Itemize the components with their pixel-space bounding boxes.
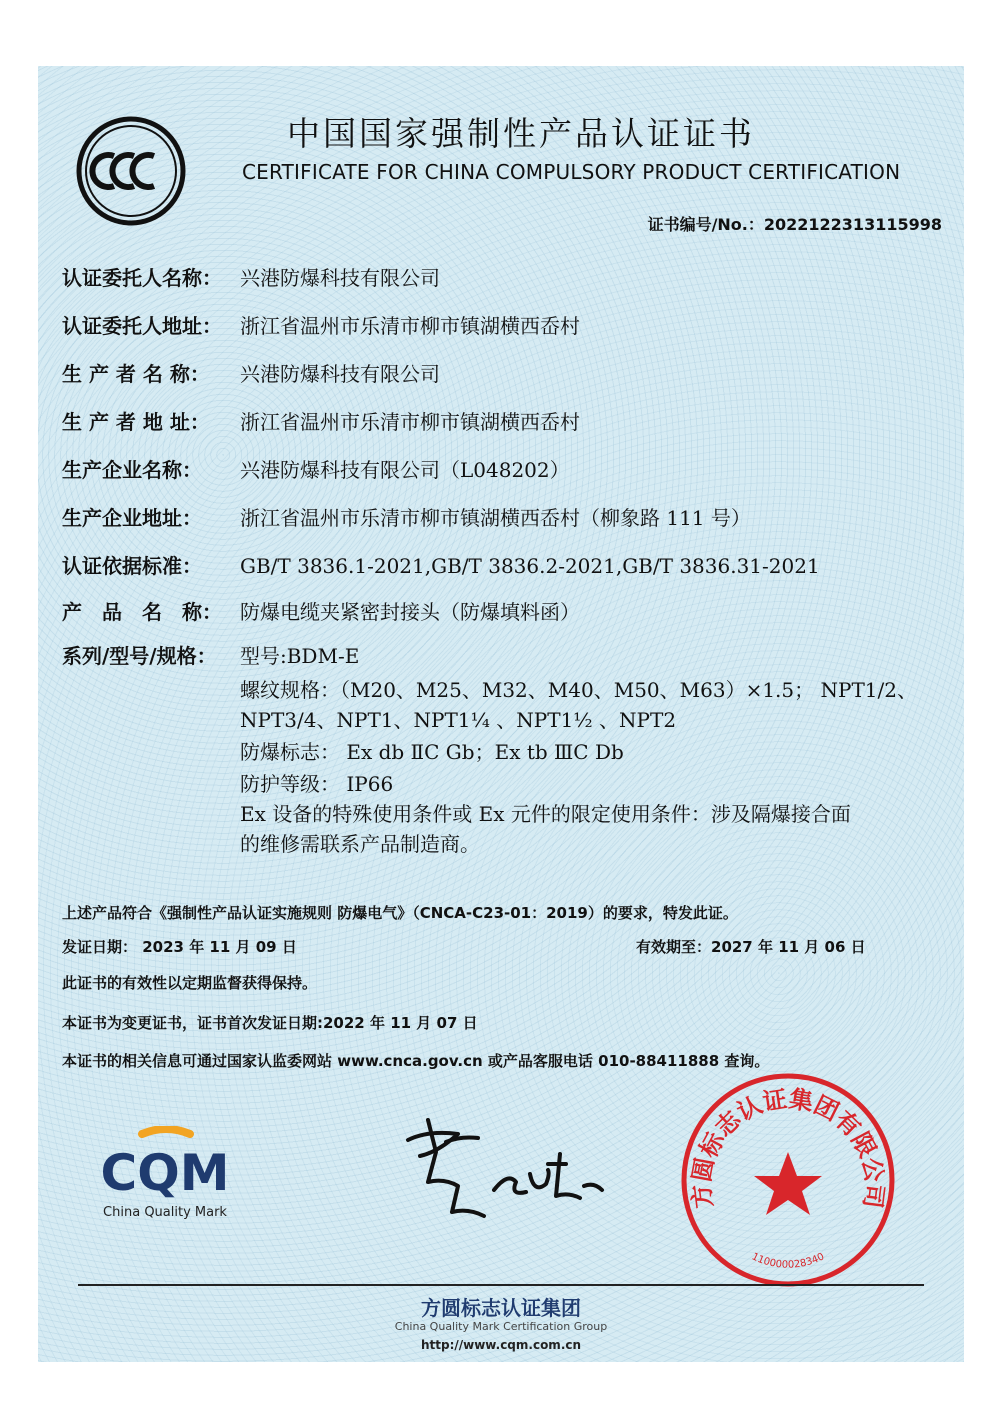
- change-note: 本证书为变更证书，证书首次发证日期:2022 年 11 月 07 日: [62, 1014, 478, 1032]
- field-label: 系列/型号/规格：: [62, 644, 217, 668]
- cqm-mark-icon: [80, 1126, 250, 1226]
- query-note: 本证书的相关信息可通过国家认监委网站 www.cnca.gov.cn 或产品客服电话 010-88411888 查询。: [62, 1052, 770, 1070]
- field-value: 型号:BDM-E: [240, 644, 360, 668]
- title-cn: 中国国家强制性产品认证证书: [287, 114, 755, 153]
- field-value: 浙江省温州市乐清市柳市镇湖横西岙村: [240, 314, 580, 338]
- field-value: GB/T 3836.1-2021,GB/T 3836.2-2021,GB/T 3836.31-2021: [240, 554, 820, 578]
- field-row: [62, 310, 580, 339]
- divider: [78, 1284, 924, 1286]
- field-label: 生产企业地址：: [62, 506, 202, 530]
- star-icon: [754, 1152, 822, 1215]
- conformity-statement: 上述产品符合《强制性产品认证实施规则 防爆电气》（CNCA-C23-01：2019）的要求，特发此证。: [62, 904, 738, 922]
- field-row: [62, 640, 359, 669]
- field-label: 认证委托人地址：: [62, 314, 222, 338]
- field-value: 兴港防爆科技有限公司: [240, 266, 440, 290]
- svg-text:110000028340: 110000028340: [749, 1251, 827, 1271]
- field-label: 产 品 名 称：: [62, 600, 222, 624]
- field-label: 认证委托人名称：: [62, 266, 222, 290]
- organization-url: http://www.cqm.com.cn: [420, 1338, 582, 1352]
- cqm-tagline: China Quality Mark: [103, 1205, 227, 1220]
- field-value: 防爆电缆夹紧密封接头（防爆填料函）: [240, 600, 580, 624]
- cqm-mark-text: CQM: [100, 1144, 230, 1202]
- svg-text:方圆标志认证集团有限公司: 方圆标志认证集团有限公司: [687, 1084, 889, 1210]
- field-row: [62, 406, 580, 435]
- spec-line: NPT3/4、NPT1、NPT1¼ 、NPT1½ 、NPT2: [240, 708, 677, 732]
- validity-note: 此证书的有效性以定期监督获得保持。: [62, 974, 318, 992]
- spec-line: 防护等级： IP66: [240, 772, 394, 796]
- red-seal: [678, 1070, 898, 1290]
- field-row: [62, 502, 751, 531]
- organization-name-en: China Quality Mark Certification Group: [394, 1320, 608, 1333]
- field-value: 兴港防爆科技有限公司: [240, 362, 440, 386]
- certificate-number: 证书编号/No.：2022122313115998: [647, 215, 942, 234]
- spec-line: 的维修需联系产品制造商。: [240, 832, 480, 856]
- field-row: [62, 358, 440, 387]
- field-row: [62, 454, 570, 483]
- field-row: [62, 550, 820, 579]
- cqm-logo: [80, 1126, 250, 1230]
- organization-name-cn: 方圆标志认证集团: [421, 1296, 581, 1320]
- field-label: 生产企业名称：: [62, 458, 202, 482]
- field-value: 浙江省温州市乐清市柳市镇湖横西岙村: [240, 410, 580, 434]
- issue-date: 发证日期： 2023 年 11 月 09 日: [62, 938, 297, 956]
- field-label: 生 产 者 名 称：: [62, 362, 210, 386]
- field-value: 浙江省温州市乐清市柳市镇湖横西岙村（柳象路 111 号）: [240, 506, 751, 530]
- certificate-page: [38, 66, 964, 1362]
- field-row: [62, 262, 440, 291]
- field-value: 兴港防爆科技有限公司（L048202）: [240, 458, 570, 482]
- spec-line: Ex 设备的特殊使用条件或 Ex 元件的限定使用条件：涉及隔爆接合面: [240, 802, 851, 826]
- field-label: 生 产 者 地 址：: [62, 410, 210, 434]
- spec-line: 防爆标志： Ex db ⅡC Gb；Ex tb ⅢC Db: [240, 740, 624, 764]
- spec-line: 螺纹规格：（M20、M25、M32、M40、M50、M63）×1.5； NPT1/2、: [240, 678, 917, 702]
- title-en: CERTIFICATE FOR CHINA COMPULSORY PRODUCT CERTIFICATION: [242, 160, 901, 184]
- expiry-date: 有效期至：2027 年 11 月 06 日: [636, 938, 866, 956]
- signature: [398, 1112, 618, 1232]
- field-row: [62, 596, 580, 625]
- field-label: 认证依据标准：: [62, 554, 202, 578]
